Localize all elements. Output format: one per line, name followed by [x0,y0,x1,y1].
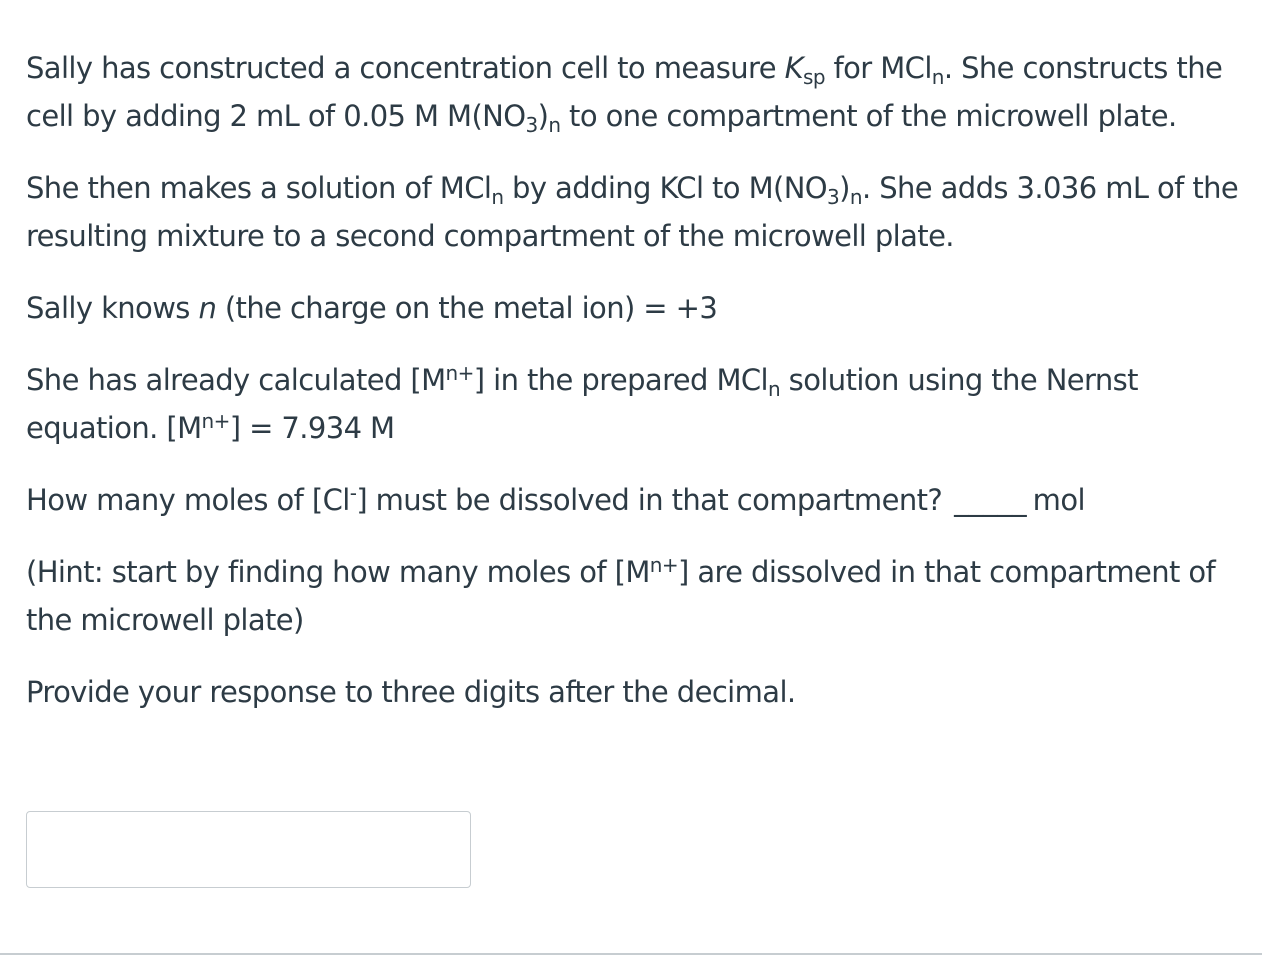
question-paragraph-2: She then makes a solution of MCl$_n$ by adding KCl to $M(NO_3)_n$. She adds 3.036 mL of the resulting mixture to a second compartment of the microwell plate. [26,171,1239,253]
question-text [26,44,1246,716]
bottom-divider [0,953,1262,955]
answer-blank: _____ [954,483,1027,517]
question-paragraph-1: Sally has constructed a concentration cell to measure $K_{sp}$ for MCl$_n$. She constructs the cell by adding 2 mL of 0.05 M $M(NO_3)_n$ to one compartment of the microwell plate. [26,51,1223,137]
answer-input[interactable] [26,811,471,888]
unit-label: mol [1032,483,1085,517]
question-paragraph-3: Sally knows n (the charge on the metal ion) = +3 [26,291,718,325]
question-paragraph-5: How many moles of [Cl-] must be dissolved in that compartment? _____ mol [26,476,1246,524]
hint-paragraph: (Hint: start by finding how many moles of $[M^{n+}]$ are dissolved in that compartment of the microwell plate) [26,553,1216,637]
instruction-paragraph: Provide your response to three digits after the decimal. [26,675,796,709]
question-paragraph-4: She has already calculated $[M^{n+}]$ in the prepared MCl$_n$ solution using the Nernst equation. $[M^{n+}] = 7.934$ M [26,361,1138,445]
